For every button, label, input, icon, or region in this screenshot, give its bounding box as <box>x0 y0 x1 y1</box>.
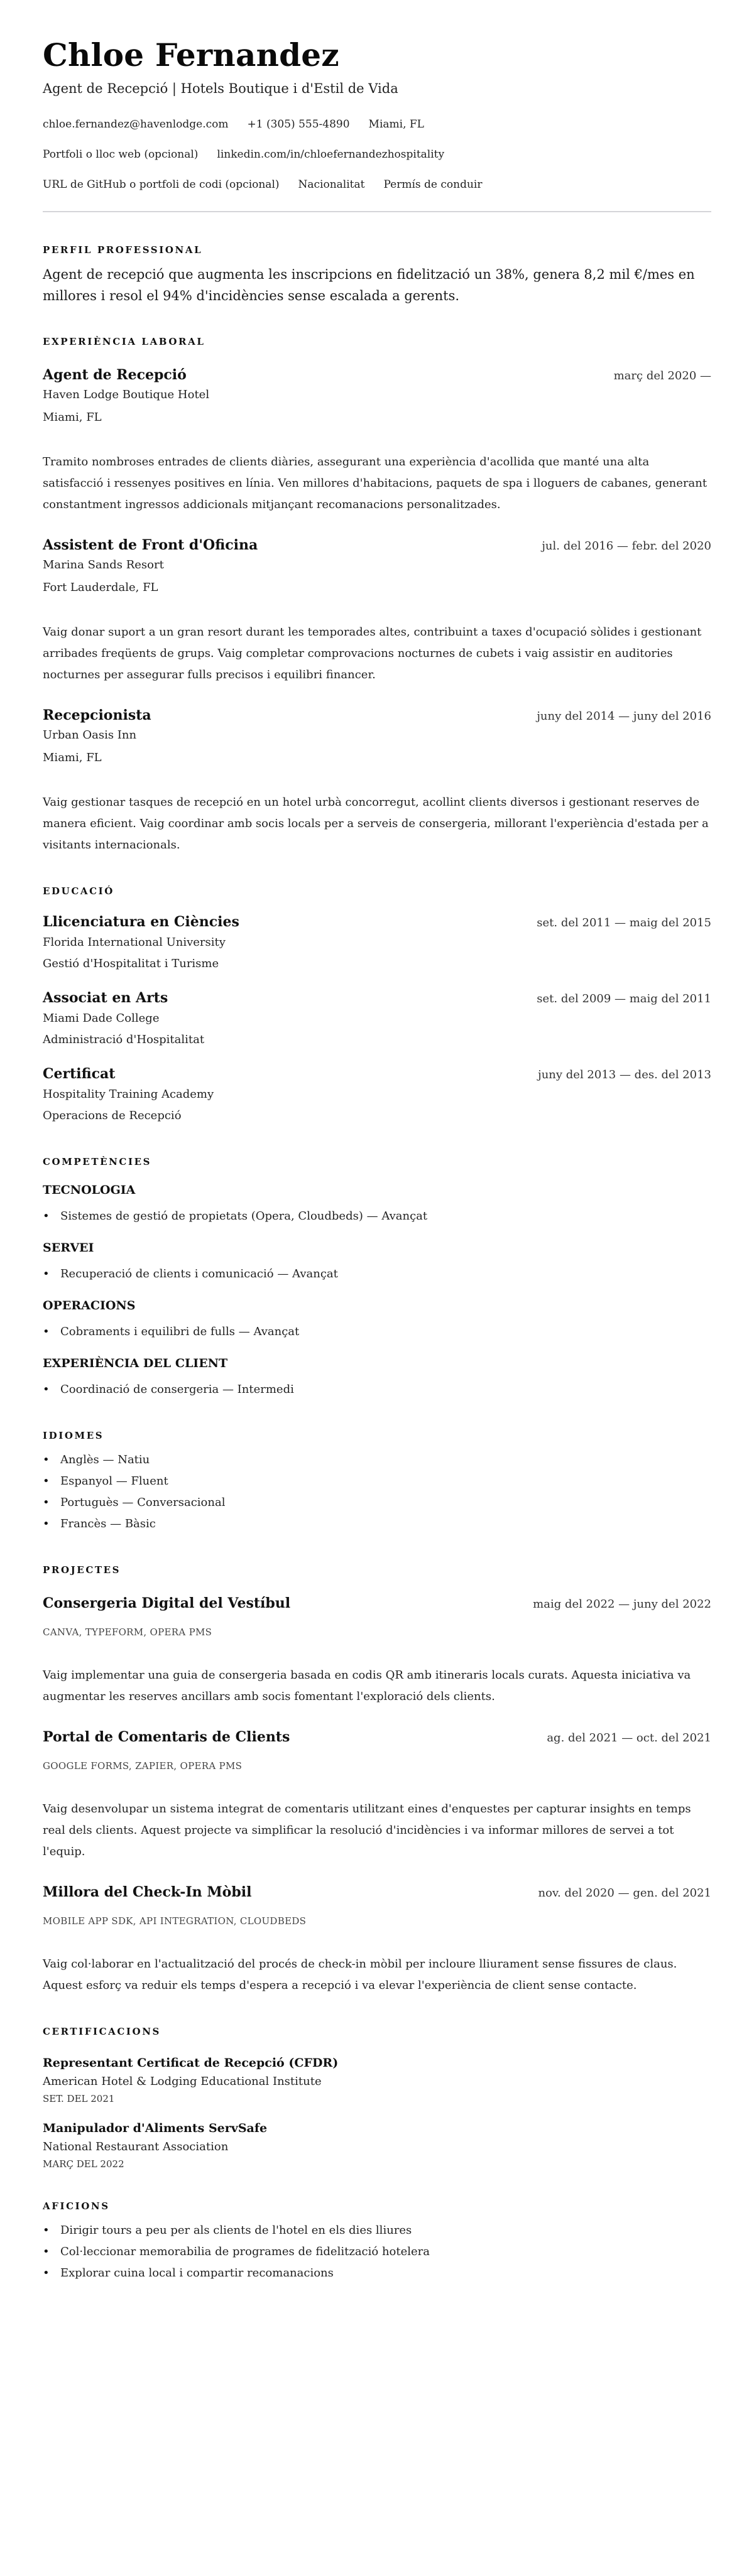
skill-category: SERVEI <box>43 1241 94 1255</box>
section-title-skills: COMPETÈNCIES <box>43 1156 152 1167</box>
project-description: Vaig col·laborar en l'actualització del procés de check-in mòbil per incloure lliurament sense fissures de claus. Aquest esforç va reduir els temps d'espera a recepció i va elevar l'experiència de client sense contacte. <box>43 1957 677 1992</box>
education-item <box>43 988 711 1051</box>
skills-section <box>43 1155 711 1400</box>
contact-location: Miami, FL <box>368 118 424 131</box>
resume-header <box>43 35 711 192</box>
education-item <box>43 1064 711 1127</box>
field-of-study: Administració d'Hospitalitat <box>43 1033 205 1046</box>
skill-item: • Recuperació de clients i comunicació — Avançat <box>43 1264 711 1285</box>
education-dates: set. del 2011 — maig del 2015 <box>537 916 711 929</box>
education-dates: set. del 2009 — maig del 2011 <box>537 992 711 1005</box>
contact-email[interactable]: chloe.fernandez@havenlodge.com <box>43 118 229 131</box>
candidate-name: Chloe Fernandez <box>43 36 339 73</box>
contact-portfolio[interactable]: Portfoli o lloc web (opcional) <box>43 148 199 161</box>
contact-row-3 <box>43 177 711 192</box>
section-title-summary: PERFIL PROFESSIONAL <box>43 244 203 256</box>
project-title: Portal de Comentaris de Clients <box>43 1729 290 1745</box>
project-title: Consergeria Digital del Vestíbul <box>43 1595 291 1611</box>
field-of-study: Operacions de Recepció <box>43 1109 182 1122</box>
experience-section <box>43 335 711 856</box>
job-company: Urban Oasis Inn <box>43 728 137 742</box>
certification-name: Manipulador d'Aliments ServSafe <box>43 2121 268 2135</box>
project-description: Vaig desenvolupar un sistema integrat de comentaris utilitzant eines d'enquestes per capturar insights en temps real dels clients. Aquest projecte va simplificar la resolució d'incidències i va informar millores de servei a tot l'equip. <box>43 1802 691 1858</box>
contact-github[interactable]: URL de GitHub o portfoli de codi (opcional) <box>43 178 280 191</box>
project-title: Millora del Check-In Mòbil <box>43 1884 252 1900</box>
skill-category: TECNOLOGIA <box>43 1183 136 1197</box>
section-title-hobbies: AFICIONS <box>43 2200 110 2212</box>
project-dates: ag. del 2021 — oct. del 2021 <box>547 1731 711 1745</box>
skill-group-customer-experience <box>43 1355 711 1400</box>
job-company: Marina Sands Resort <box>43 558 164 571</box>
contact-phone[interactable]: +1 (305) 555-4890 <box>247 118 350 131</box>
job-title: Agent de Recepció <box>43 367 187 383</box>
project-tech-stack: GOOGLE FORMS, ZAPIER, OPERA PMS <box>43 1760 243 1772</box>
degree-title: Llicenciatura en Ciències <box>43 914 239 930</box>
degree-title: Certificat <box>43 1066 116 1082</box>
contact-nationality: Nacionalitat <box>298 178 365 191</box>
language-item: • Francès — Bàsic <box>43 1513 711 1535</box>
section-title-certifications: CERTIFICACIONS <box>43 2026 161 2037</box>
job-dates: març del 2020 — <box>613 369 711 382</box>
school-name: Hospitality Training Academy <box>43 1088 214 1101</box>
job-dates: jul. del 2016 — febr. del 2020 <box>542 539 711 553</box>
school-name: Florida International University <box>43 936 226 949</box>
job-description: Tramito nombroses entrades de clients diàries, assegurant una experiència d'acollida que manté una alta satisfacció i ressenyes positives en línia. Ven millores d'habitacions, paquets de spa i lloguers de cabanes, generant constantment ingressos addicionals mitjançant recomanacions personalitzades. <box>43 455 708 511</box>
skill-group-operations <box>43 1297 711 1343</box>
education-item <box>43 912 711 975</box>
skill-group-service <box>43 1240 711 1285</box>
summary-section <box>43 244 711 306</box>
job-location: Fort Lauderdale, FL <box>43 581 158 594</box>
certification-date: MARÇ DEL 2022 <box>43 2158 124 2170</box>
job-company: Haven Lodge Boutique Hotel <box>43 388 210 401</box>
summary-text: Agent de recepció que augmenta les inscripcions en fidelització un 38%, genera 8,2 mil €/mes en millores i resol el 94% d'incidències sense escalada a gerents. <box>43 267 695 303</box>
language-item: • Espanyol — Fluent <box>43 1471 711 1492</box>
contact-row-1 <box>43 117 711 132</box>
experience-item <box>43 365 711 516</box>
project-item <box>43 1728 711 1863</box>
certifications-section <box>43 2025 711 2171</box>
certification-issuer: American Hotel & Lodging Educational Institute <box>43 2075 322 2088</box>
project-item <box>43 1883 711 1996</box>
hobby-item: • Explorar cuina local i compartir recomanacions <box>43 2263 711 2284</box>
skill-item: • Sistemes de gestió de propietats (Opera, Cloudbeds) — Avançat <box>43 1206 711 1227</box>
candidate-headline: Agent de Recepció | Hotels Boutique i d'Estil de Vida <box>43 81 398 96</box>
job-description: Vaig gestionar tasques de recepció en un hotel urbà concorregut, acollint clients diversos i gestionant reserves de manera eficient. Vaig coordinar amb socis locals per a serveis de consergeria, millorant l'experiència d'estada per a visitants internacionals. <box>43 796 709 852</box>
job-description: Vaig donar suport a un gran resort durant les temporades altes, contribuint a taxes d'ocupació sòlides i gestionant arribades freqüents de grups. Vaig completar comprovacions nocturnes de cubets i vaig assistir en auditories nocturnes per assegurar fulls precisos i equilibri financer. <box>43 625 702 681</box>
job-location: Miami, FL <box>43 751 102 764</box>
skill-group-technology <box>43 1182 711 1227</box>
skill-item: • Cobraments i equilibri de fulls — Avançat <box>43 1321 711 1343</box>
languages-section <box>43 1429 711 1535</box>
school-name: Miami Dade College <box>43 1012 160 1025</box>
education-dates: juny del 2013 — des. del 2013 <box>538 1068 711 1081</box>
experience-item <box>43 706 711 856</box>
language-item: • Portuguès — Conversacional <box>43 1492 711 1513</box>
certification-date: SET. DEL 2021 <box>43 2093 115 2104</box>
project-item <box>43 1594 711 1707</box>
certification-name: Representant Certificat de Recepció (CFDR) <box>43 2056 339 2070</box>
section-title-languages: IDIOMES <box>43 1430 104 1441</box>
contact-linkedin[interactable]: linkedin.com/in/chloefernandezhospitality <box>217 148 445 161</box>
projects-section <box>43 1564 711 1996</box>
certification-item <box>43 2119 711 2171</box>
degree-title: Associat en Arts <box>43 990 168 1006</box>
certification-issuer: National Restaurant Association <box>43 2140 229 2153</box>
job-location: Miami, FL <box>43 411 102 424</box>
project-description: Vaig implementar una guia de consergeria basada en codis QR amb itineraris locals curats. Aquesta iniciativa va augmentar les reserves ancillars amb socis fomentant l'exploració dels clients. <box>43 1669 691 1703</box>
hobbies-section <box>43 2200 711 2284</box>
language-item: • Anglès — Natiu <box>43 1449 711 1471</box>
field-of-study: Gestió d'Hospitalitat i Turisme <box>43 957 219 970</box>
job-dates: juny del 2014 — juny del 2016 <box>537 710 711 723</box>
hobby-item: • Col·leccionar memorabilia de programes de fidelització hotelera <box>43 2241 711 2263</box>
skill-item: • Coordinació de consergeria — Intermedi <box>43 1379 711 1400</box>
project-dates: maig del 2022 — juny del 2022 <box>533 1598 711 1611</box>
skill-category: OPERACIONS <box>43 1299 136 1312</box>
contact-row-2 <box>43 147 711 162</box>
header-divider <box>43 211 711 212</box>
contact-driving-license: Permís de conduir <box>383 178 483 191</box>
certification-item <box>43 2054 711 2106</box>
section-title-education: EDUCACIÓ <box>43 885 114 897</box>
education-section <box>43 885 711 1127</box>
job-title: Recepcionista <box>43 707 151 723</box>
skill-category: EXPERIÈNCIA DEL CLIENT <box>43 1356 228 1370</box>
project-tech-stack: CANVA, TYPEFORM, OPERA PMS <box>43 1626 212 1638</box>
hobby-item: • Dirigir tours a peu per als clients de l'hotel en els dies lliures <box>43 2220 711 2241</box>
job-title: Assistent de Front d'Oficina <box>43 537 258 553</box>
project-tech-stack: MOBILE APP SDK, API INTEGRATION, CLOUDBEDS <box>43 1915 307 1927</box>
project-dates: nov. del 2020 — gen. del 2021 <box>538 1886 711 1900</box>
experience-item <box>43 536 711 686</box>
section-title-experience: EXPERIÈNCIA LABORAL <box>43 336 205 347</box>
section-title-projects: PROJECTES <box>43 1564 121 1576</box>
